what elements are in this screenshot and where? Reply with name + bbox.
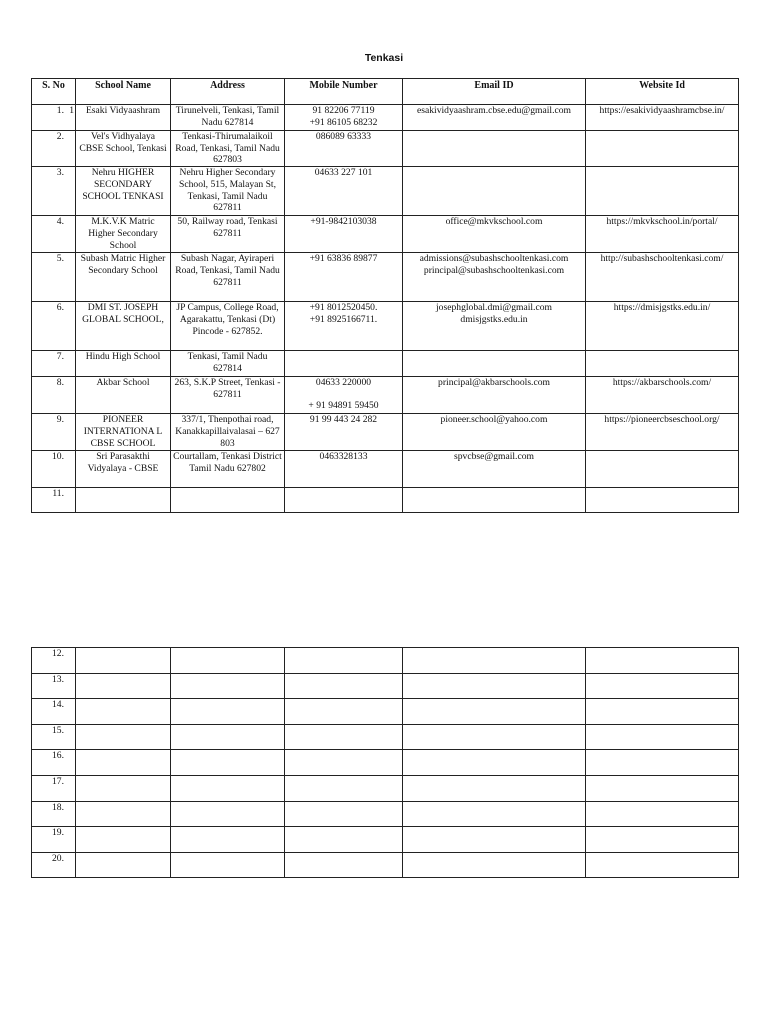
sno-text: 9.	[56, 414, 64, 426]
cell-school-name	[76, 648, 171, 674]
cell-email-id	[403, 131, 586, 167]
sno-text: 1.	[56, 105, 64, 116]
sno-text: 2.	[56, 131, 64, 142]
sno-text: 5.	[56, 253, 64, 265]
cell-website-id	[586, 801, 739, 827]
cell-mobile-number	[285, 216, 403, 253]
cell-address	[171, 673, 285, 699]
cell-sno	[32, 216, 76, 253]
cell-address: Courtallam, Tenkasi District Tamil Nadu 627802	[171, 451, 285, 488]
cell-email-id	[403, 648, 586, 674]
cell-school-name	[76, 801, 171, 827]
cell-website-id: http://subashschooltenkasi.com/	[586, 253, 739, 302]
cell-address	[171, 750, 285, 776]
cell-email-id	[403, 253, 586, 302]
cell-address	[171, 724, 285, 750]
cell-website-id	[586, 724, 739, 750]
cell-sno	[32, 253, 76, 302]
email-line: spvcbse@gmail.com	[454, 451, 534, 463]
table-row	[32, 414, 739, 451]
page-title: Tenkasi	[364, 52, 404, 64]
cell-email-id	[403, 750, 586, 776]
mobile-number-line: 91 99 443 24 282	[309, 414, 378, 426]
cell-school-name	[76, 699, 171, 725]
cell-sno: 16.	[32, 750, 76, 776]
cell-email-id	[403, 699, 586, 725]
cell-website-id	[586, 451, 739, 488]
mobile-number-line: +91-9842103038	[310, 216, 377, 228]
email-line: principal@akbarschools.com	[438, 377, 550, 389]
table-row	[32, 377, 739, 414]
cell-mobile-number	[285, 351, 403, 377]
cell-address: JP Campus, College Road, Agarakattu, Tenkasi (Dt) Pincode - 627852.	[171, 302, 285, 351]
cell-sno	[32, 488, 76, 513]
email-line: dmisjgstks.edu.in	[460, 313, 528, 325]
cell-mobile-number	[285, 673, 403, 699]
cell-email-id	[403, 216, 586, 253]
table-row	[32, 724, 739, 750]
cell-school-name: Vel's Vidhyalaya CBSE School, Tenkasi	[76, 131, 171, 167]
sno-text: 4.	[56, 216, 64, 228]
cell-email-id	[403, 775, 586, 801]
cell-school-name	[76, 673, 171, 699]
sno-text: 11.	[52, 488, 64, 500]
table-row	[32, 775, 739, 801]
header-email-id: Email ID	[403, 79, 586, 105]
cell-school-name	[76, 827, 171, 853]
cell-website-id: https://akbarschools.com/	[586, 377, 739, 414]
cell-school-name	[76, 852, 171, 878]
table-row	[32, 750, 739, 776]
cell-email-id	[403, 852, 586, 878]
table-row	[32, 451, 739, 488]
email-line: office@mkvkschool.com	[445, 216, 543, 228]
cell-email-id	[403, 673, 586, 699]
cell-address: Tenkasi, Tamil Nadu 627814	[171, 351, 285, 377]
mobile-number-line: +91 86105 68232	[309, 116, 378, 128]
header-mobile-number: Mobile Number	[285, 79, 403, 105]
sno-extra-text: 1	[69, 105, 74, 116]
cell-mobile-number	[285, 827, 403, 853]
cell-sno	[32, 351, 76, 377]
schools-table	[31, 78, 739, 513]
cell-website-id	[586, 131, 739, 167]
cell-email-id	[403, 827, 586, 853]
cell-sno: 20.	[32, 852, 76, 878]
cell-mobile-number	[285, 253, 403, 302]
table-row	[32, 827, 739, 853]
cell-school-name: Nehru HIGHER SECONDARY SCHOOL TENKASI	[76, 167, 171, 216]
mobile-number-line	[287, 389, 400, 400]
cell-website-id	[586, 488, 739, 513]
cell-sno	[32, 131, 76, 167]
cell-address	[171, 488, 285, 513]
cell-school-name: Esaki Vidyaashram	[76, 105, 171, 131]
cell-address: Nehru Higher Secondary School, 515, Malayan St, Tenkasi, Tamil Nadu 627811	[171, 167, 285, 216]
mobile-number-line: 04633 227 101	[314, 167, 373, 179]
table-row	[32, 801, 739, 827]
cell-mobile-number	[285, 488, 403, 513]
cell-mobile-number	[285, 105, 403, 131]
mobile-number-line: +91 63836 89877	[309, 253, 378, 265]
cell-mobile-number	[285, 648, 403, 674]
cell-email-id	[403, 167, 586, 216]
cell-email-id	[403, 377, 586, 414]
cell-sno: 12.	[32, 648, 76, 674]
table-row	[32, 648, 739, 674]
cell-address	[171, 852, 285, 878]
cell-school-name: Sri Parasakthi Vidyalaya - CBSE	[76, 451, 171, 488]
cell-school-name: PIONEER INTERNATIONA L CBSE SCHOOL	[76, 414, 171, 451]
email-line: esakividyaashram.cbse.edu@gmail.com	[416, 105, 572, 116]
cell-website-id	[586, 852, 739, 878]
cell-school-name	[76, 488, 171, 513]
sno-text: 8.	[56, 377, 64, 389]
empty-rows-table	[31, 647, 739, 878]
mobile-number-line: 086089 63333	[315, 131, 372, 142]
cell-mobile-number	[285, 775, 403, 801]
cell-sno: 19.	[32, 827, 76, 853]
cell-website-id: https://mkvkschool.in/portal/	[586, 216, 739, 253]
cell-address: 263, S.K.P Street, Tenkasi - 627811	[171, 377, 285, 414]
cell-sno: 14.	[32, 699, 76, 725]
cell-mobile-number	[285, 750, 403, 776]
header-school-name: School Name	[76, 79, 171, 105]
cell-address: 337/1, Thenpothai road, Kanakkapillaivalasai – 627 803	[171, 414, 285, 451]
cell-school-name: Akbar School	[76, 377, 171, 414]
cell-sno: 13.	[32, 673, 76, 699]
cell-sno	[32, 377, 76, 414]
table-row	[32, 253, 739, 302]
cell-address	[171, 775, 285, 801]
sno-text: 6.	[56, 302, 64, 314]
cell-mobile-number	[285, 852, 403, 878]
cell-school-name: DMI ST. JOSEPH GLOBAL SCHOOL,	[76, 302, 171, 351]
table-row	[32, 216, 739, 253]
cell-email-id	[403, 801, 586, 827]
cell-address	[171, 801, 285, 827]
cell-address	[171, 827, 285, 853]
header-address: Address	[171, 79, 285, 105]
sno-text: 10.	[52, 451, 64, 463]
cell-sno	[32, 414, 76, 451]
table-row	[32, 673, 739, 699]
cell-mobile-number	[285, 167, 403, 216]
table-row	[32, 852, 739, 878]
cell-school-name: M.K.V.K Matric Higher Secondary School	[76, 216, 171, 253]
cell-email-id	[403, 302, 586, 351]
cell-email-id	[403, 105, 586, 131]
cell-email-id	[403, 488, 586, 513]
sno-text: 7.	[56, 351, 64, 363]
cell-website-id: https://pioneercbseschool.org/	[586, 414, 739, 451]
cell-address: Tirunelveli, Tenkasi, Tamil Nadu 627814	[171, 105, 285, 131]
cell-address	[171, 648, 285, 674]
cell-website-id	[586, 827, 739, 853]
cell-mobile-number	[285, 377, 403, 414]
table-row	[32, 105, 739, 131]
cell-mobile-number	[285, 302, 403, 351]
cell-website-id	[586, 750, 739, 776]
mobile-number-line: 91 82206 77119	[312, 105, 375, 116]
table-row	[32, 488, 739, 513]
mobile-number-line: +91 8012520450.	[309, 302, 378, 314]
email-line: pioneer.school@yahoo.com	[440, 414, 548, 426]
sno-text: 3.	[56, 167, 64, 179]
cell-email-id	[403, 351, 586, 377]
mobile-number-line: 0463328133	[319, 451, 368, 463]
email-line: principal@subashschooltenkasi.com	[423, 264, 565, 276]
cell-website-id	[586, 775, 739, 801]
cell-address	[171, 699, 285, 725]
table-header-row	[32, 79, 739, 105]
cell-mobile-number	[285, 801, 403, 827]
mobile-number-line: 04633 220000	[315, 377, 372, 389]
table-row	[32, 302, 739, 351]
email-line: admissions@subashschooltenkasi.com	[419, 253, 569, 265]
cell-email-id	[403, 724, 586, 750]
cell-website-id: https://dmisjgstks.edu.in/	[586, 302, 739, 351]
cell-school-name	[76, 750, 171, 776]
cell-website-id	[586, 648, 739, 674]
cell-website-id: https://esakividyaashramcbse.in/	[586, 105, 739, 131]
cell-sno: 17.	[32, 775, 76, 801]
cell-address: Subash Nagar, Ayiraperi Road, Tenkasi, Tamil Nadu 627811	[171, 253, 285, 302]
cell-sno: 15.	[32, 724, 76, 750]
table-row	[32, 699, 739, 725]
table-row	[32, 167, 739, 216]
cell-school-name	[76, 724, 171, 750]
cell-sno	[32, 302, 76, 351]
cell-sno	[32, 105, 76, 131]
email-line: josephglobal.dmi@gmail.com	[436, 302, 552, 314]
cell-sno	[32, 451, 76, 488]
cell-email-id	[403, 451, 586, 488]
cell-mobile-number	[285, 451, 403, 488]
cell-school-name: Hindu High School	[76, 351, 171, 377]
cell-mobile-number	[285, 699, 403, 725]
cell-website-id	[586, 673, 739, 699]
cell-email-id	[403, 414, 586, 451]
cell-address: 50, Railway road, Tenkasi 627811	[171, 216, 285, 253]
header-website-id: Website Id	[586, 79, 739, 105]
cell-mobile-number	[285, 131, 403, 167]
cell-address: Tenkasi-Thirumalaikoil Road, Tenkasi, Tamil Nadu 627803	[171, 131, 285, 167]
cell-sno	[32, 167, 76, 216]
cell-sno: 18.	[32, 801, 76, 827]
cell-mobile-number	[285, 724, 403, 750]
cell-school-name	[76, 775, 171, 801]
cell-school-name: Subash Matric Higher Secondary School	[76, 253, 171, 302]
table-row	[32, 131, 739, 167]
header-sno: S. No	[32, 79, 76, 105]
cell-website-id	[586, 167, 739, 216]
mobile-number-line: +91 8925166711.	[309, 313, 378, 325]
table-row	[32, 351, 739, 377]
cell-website-id	[586, 699, 739, 725]
cell-website-id	[586, 351, 739, 377]
cell-mobile-number	[285, 414, 403, 451]
mobile-number-line: + 91 94891 59450	[308, 399, 379, 411]
